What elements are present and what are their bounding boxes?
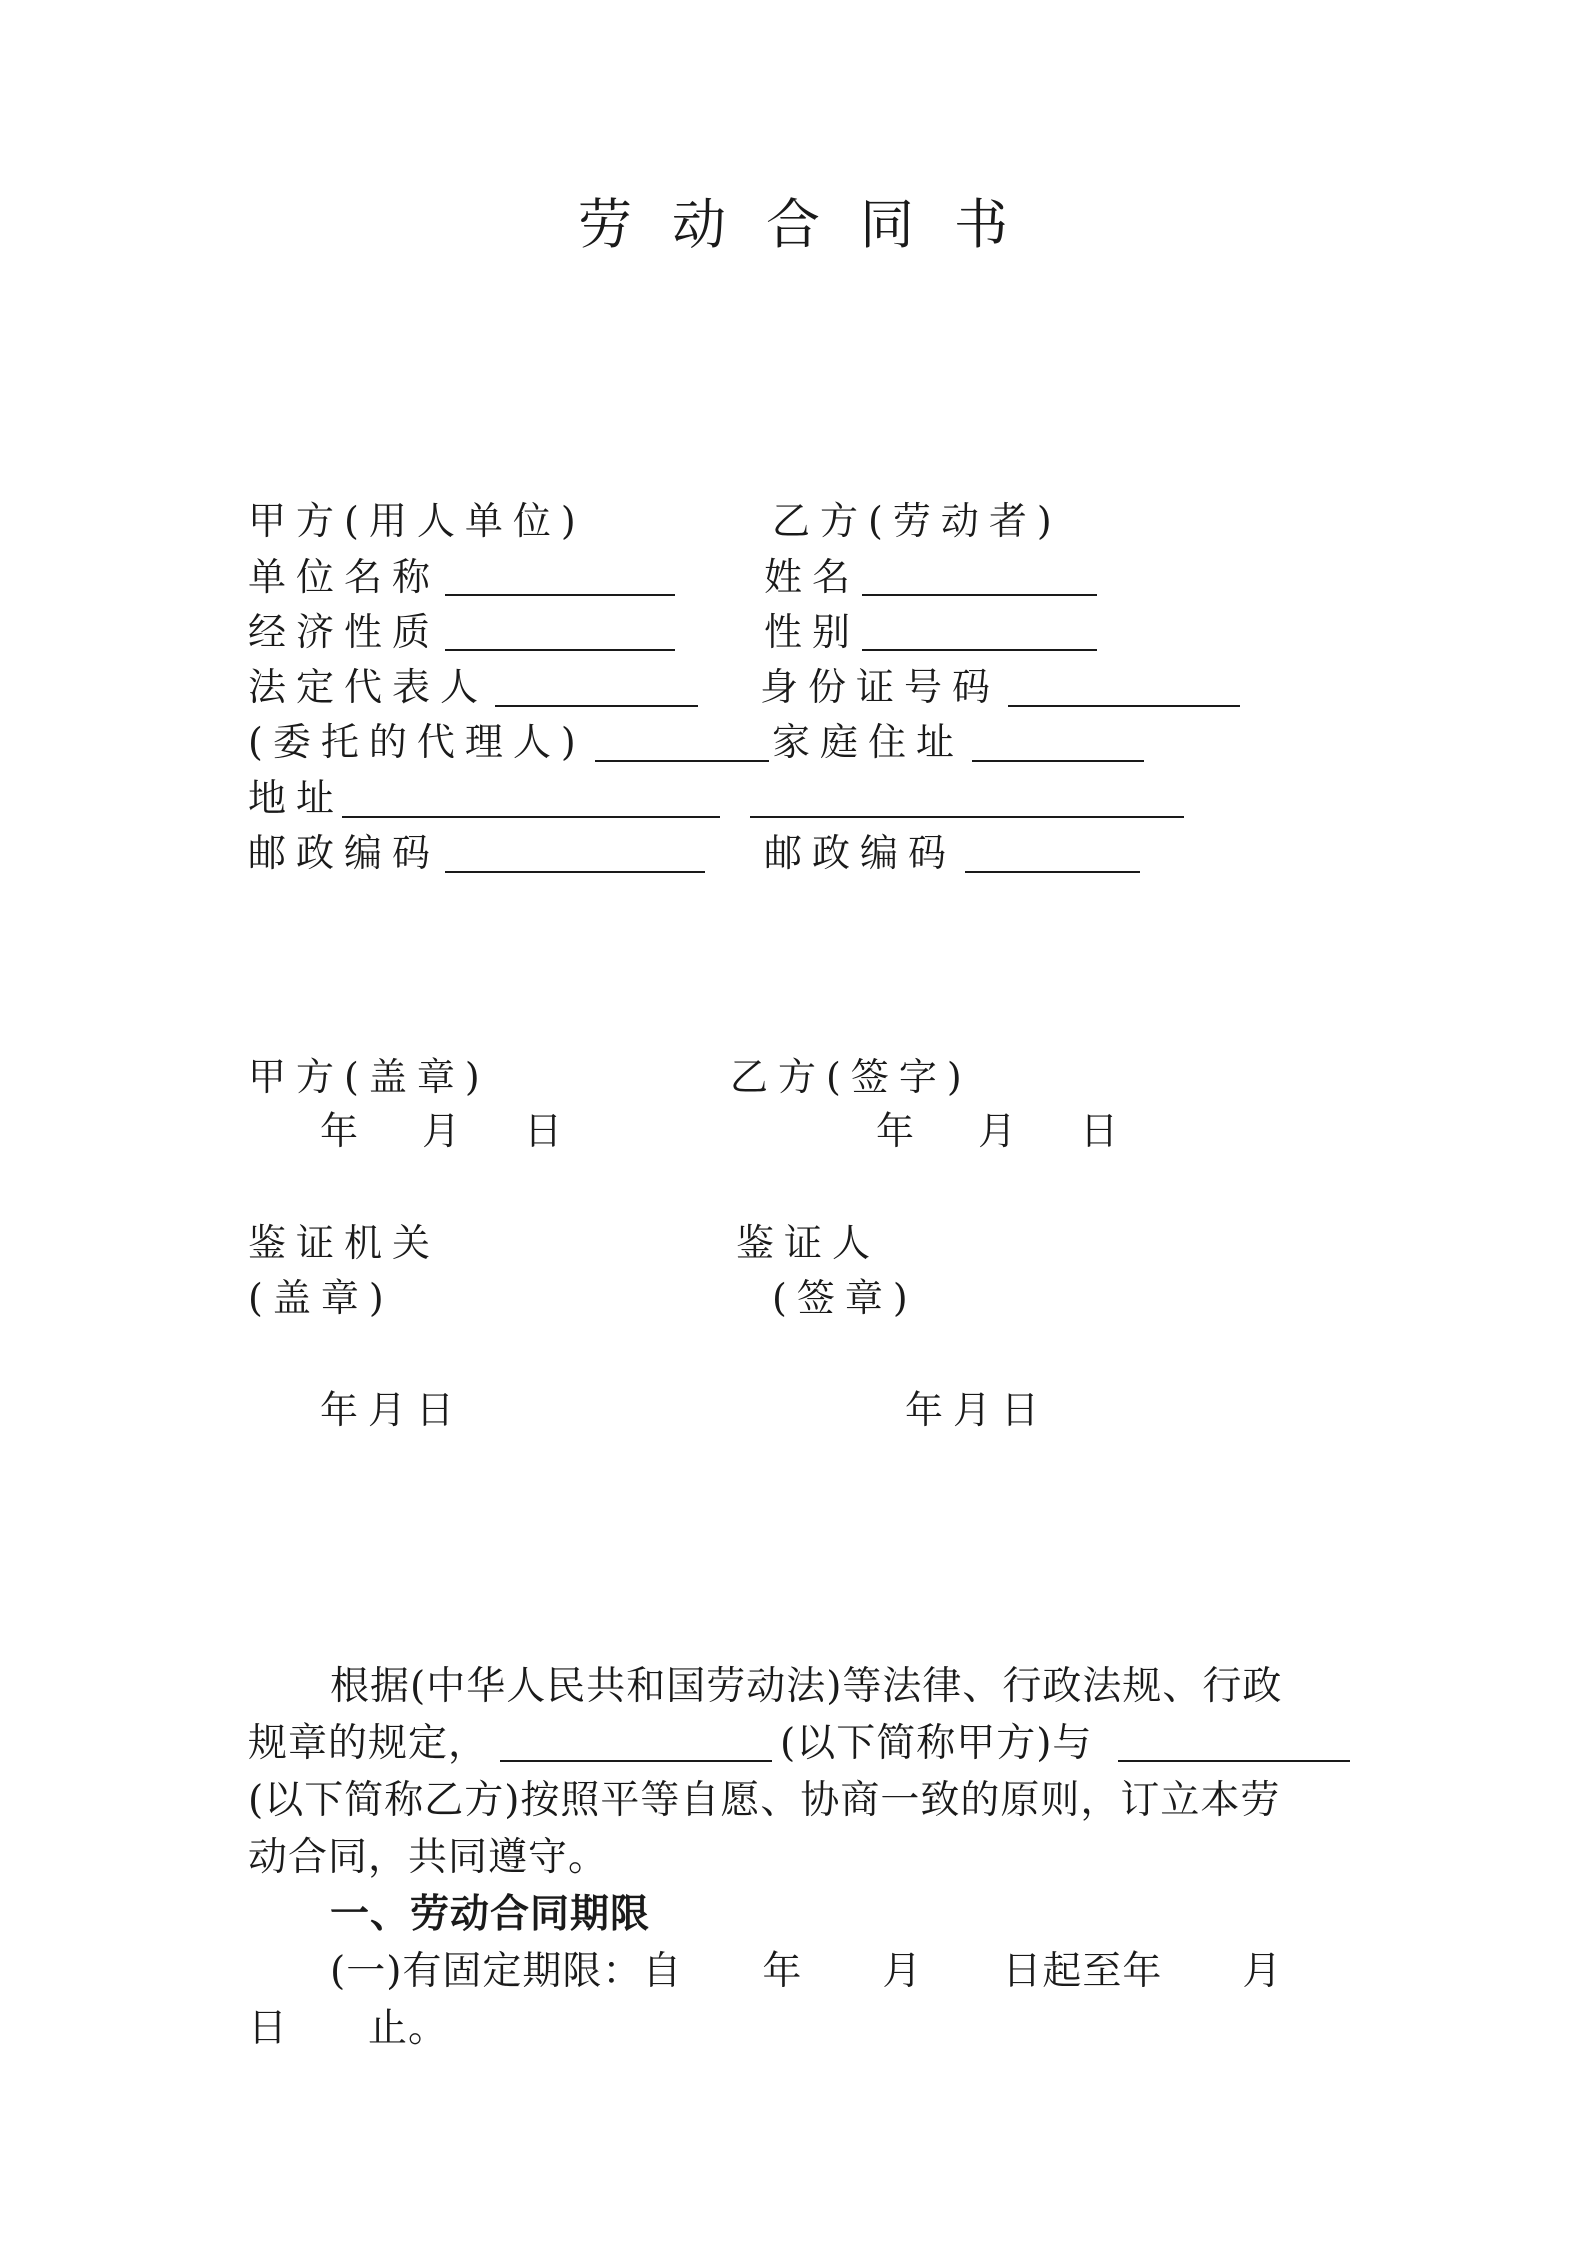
verifier-seal-label: (签章) <box>772 1276 918 1320</box>
id-number-field[interactable] <box>1008 705 1240 707</box>
home-address-label: 家庭住址 <box>772 720 965 764</box>
clause-1-line-2: 日 止。 <box>248 2006 449 2051</box>
postcode-label-a: 邮政编码 <box>248 831 441 875</box>
intro-line-3: (以下简称乙方)按照平等自愿、协商一致的原则，订立本劳 <box>248 1778 1281 1823</box>
name-field[interactable] <box>862 594 1097 596</box>
document-title: 劳动合同书 <box>578 193 1048 256</box>
home-address-field[interactable] <box>972 760 1144 762</box>
postcode-label-b: 邮政编码 <box>764 831 957 875</box>
clause-1-line-1: (一)有固定期限：自 年 月 日起至年 月 <box>330 1949 1283 1994</box>
party-b-sign-label: 乙方(签字) <box>730 1055 972 1099</box>
verifier-label: 鉴证人 <box>736 1221 881 1265</box>
gender-field[interactable] <box>862 649 1097 651</box>
authority-date: 年月日 <box>320 1388 465 1432</box>
verifier-date: 年月日 <box>905 1388 1050 1432</box>
authority-label: 鉴证机关 <box>248 1221 441 1265</box>
party-b-date: 年 月 日 <box>876 1109 1145 1153</box>
agent-field[interactable] <box>595 760 769 762</box>
party-a-header: 甲方(用人单位) <box>248 499 586 543</box>
postcode-field-a[interactable] <box>445 871 705 873</box>
address-field-b[interactable] <box>750 816 1184 818</box>
legal-rep-field[interactable] <box>495 705 698 707</box>
postcode-field-b[interactable] <box>965 871 1140 873</box>
intro-line-1: 根据(中华人民共和国劳动法)等法律、行政法规、行政 <box>330 1664 1283 1709</box>
name-label: 姓名 <box>764 555 861 599</box>
agent-label: (委托的代理人) <box>248 720 586 764</box>
address-label: 地址 <box>248 776 345 820</box>
party-b-name-field[interactable] <box>1118 1760 1350 1762</box>
address-field-a[interactable] <box>342 816 720 818</box>
section-1-heading: 一、劳动合同期限 <box>330 1891 651 1937</box>
legal-rep-label: 法定代表人 <box>248 665 489 709</box>
party-a-seal-label: 甲方(盖章) <box>248 1055 490 1099</box>
party-a-name-field[interactable] <box>500 1760 772 1762</box>
party-b-header: 乙方(劳动者) <box>772 499 1062 543</box>
party-a-date: 年 月 日 <box>320 1109 589 1153</box>
economic-nature-field[interactable] <box>445 649 675 651</box>
intro-line-2a: 规章的规定， <box>248 1721 489 1766</box>
gender-label: 性别 <box>764 610 861 654</box>
unit-name-field[interactable] <box>445 594 675 596</box>
economic-nature-label: 经济性质 <box>248 610 441 654</box>
id-number-label: 身份证号码 <box>760 665 1001 709</box>
unit-name-label: 单位名称 <box>248 555 441 599</box>
intro-line-2b: (以下简称甲方)与 <box>780 1721 1093 1766</box>
authority-seal-label: (盖章) <box>248 1276 394 1320</box>
intro-line-4: 动合同，共同遵守。 <box>248 1835 609 1880</box>
